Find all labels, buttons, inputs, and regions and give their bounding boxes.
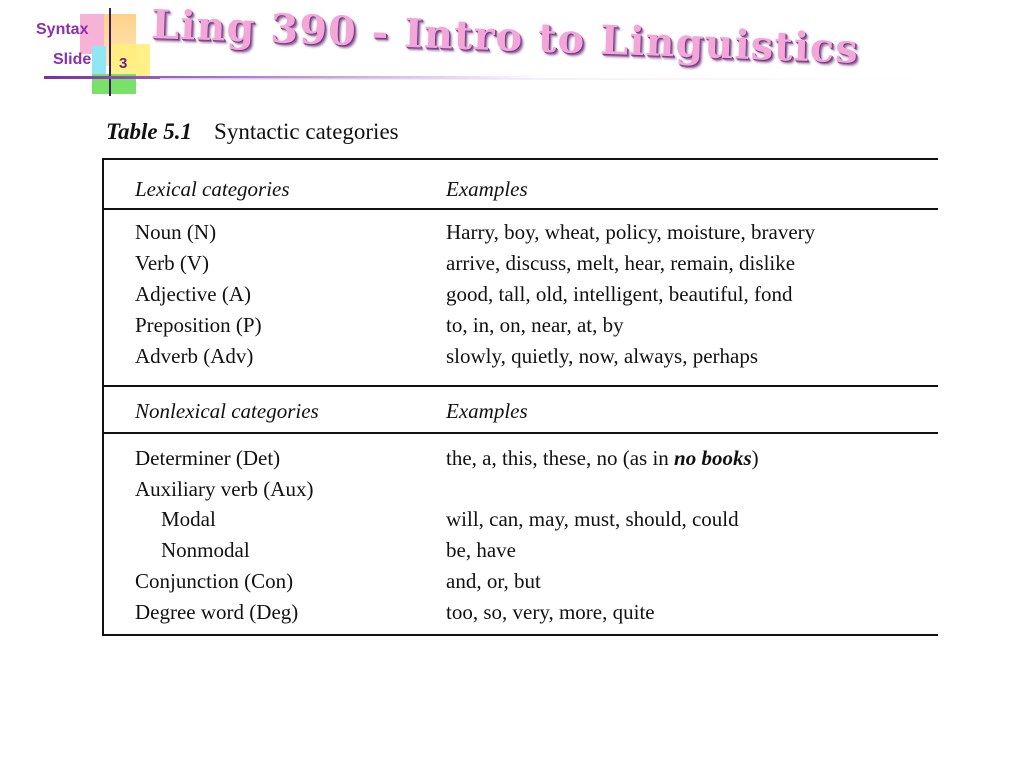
category-cell: Modal	[161, 507, 216, 531]
examples-cell: and, or, but	[446, 569, 541, 593]
examples-cell	[446, 446, 759, 470]
examples-text: )	[751, 446, 759, 470]
category-cell: Determiner (Det)	[135, 446, 281, 470]
category-cell: Conjunction (Con)	[135, 569, 294, 593]
examples-cell: to, in, on, near, at, by	[446, 313, 624, 337]
column-header: Examples	[446, 399, 528, 423]
examples-emphasis: no books	[674, 446, 752, 470]
category-cell: Adverb (Adv)	[135, 344, 254, 368]
examples-cell: slowly, quietly, now, always, perhaps	[446, 344, 759, 368]
header-decoration	[110, 44, 150, 78]
slide-number: 3	[119, 55, 128, 72]
header-underline	[160, 78, 920, 80]
category-cell: Degree word (Deg)	[135, 600, 299, 624]
examples-cell: good, tall, old, intelligent, beautiful, fond	[446, 282, 793, 306]
syntactic-categories-table	[102, 158, 938, 636]
category-cell: Auxiliary verb (Aux)	[135, 477, 314, 501]
examples-cell: be, have	[446, 538, 516, 562]
category-cell: Noun (N)	[135, 220, 217, 244]
table-title: Syntactic categories	[214, 119, 399, 144]
examples-cell: arrive, discuss, melt, hear, remain, dislike	[446, 251, 796, 275]
table-number: Table 5.1	[106, 119, 193, 144]
examples-cell: will, can, may, must, should, could	[446, 507, 739, 531]
category-cell: Nonmodal	[161, 538, 250, 562]
table-rule	[104, 208, 938, 210]
header-decoration	[92, 46, 106, 74]
category-cell: Preposition (P)	[135, 313, 262, 337]
table-rule	[104, 432, 938, 434]
examples-cell: Harry, boy, wheat, policy, moisture, bravery	[446, 220, 816, 244]
category-cell: Verb (V)	[135, 251, 210, 275]
section-label: Syntax	[36, 21, 89, 38]
examples-cell: too, so, very, more, quite	[446, 600, 655, 624]
slide-label: Slide	[53, 51, 92, 68]
column-header: Examples	[446, 177, 528, 201]
page-title: Ling 390 - Intro to Linguistics	[150, 1, 860, 73]
table-rule	[104, 385, 938, 387]
category-cell: Adjective (A)	[135, 282, 252, 306]
header-divider	[109, 8, 111, 96]
table-caption	[106, 119, 399, 145]
examples-text: the, a, this, these, no (as in	[446, 446, 675, 470]
column-header: Lexical categories	[135, 177, 290, 201]
column-header: Nonlexical categories	[135, 399, 319, 423]
